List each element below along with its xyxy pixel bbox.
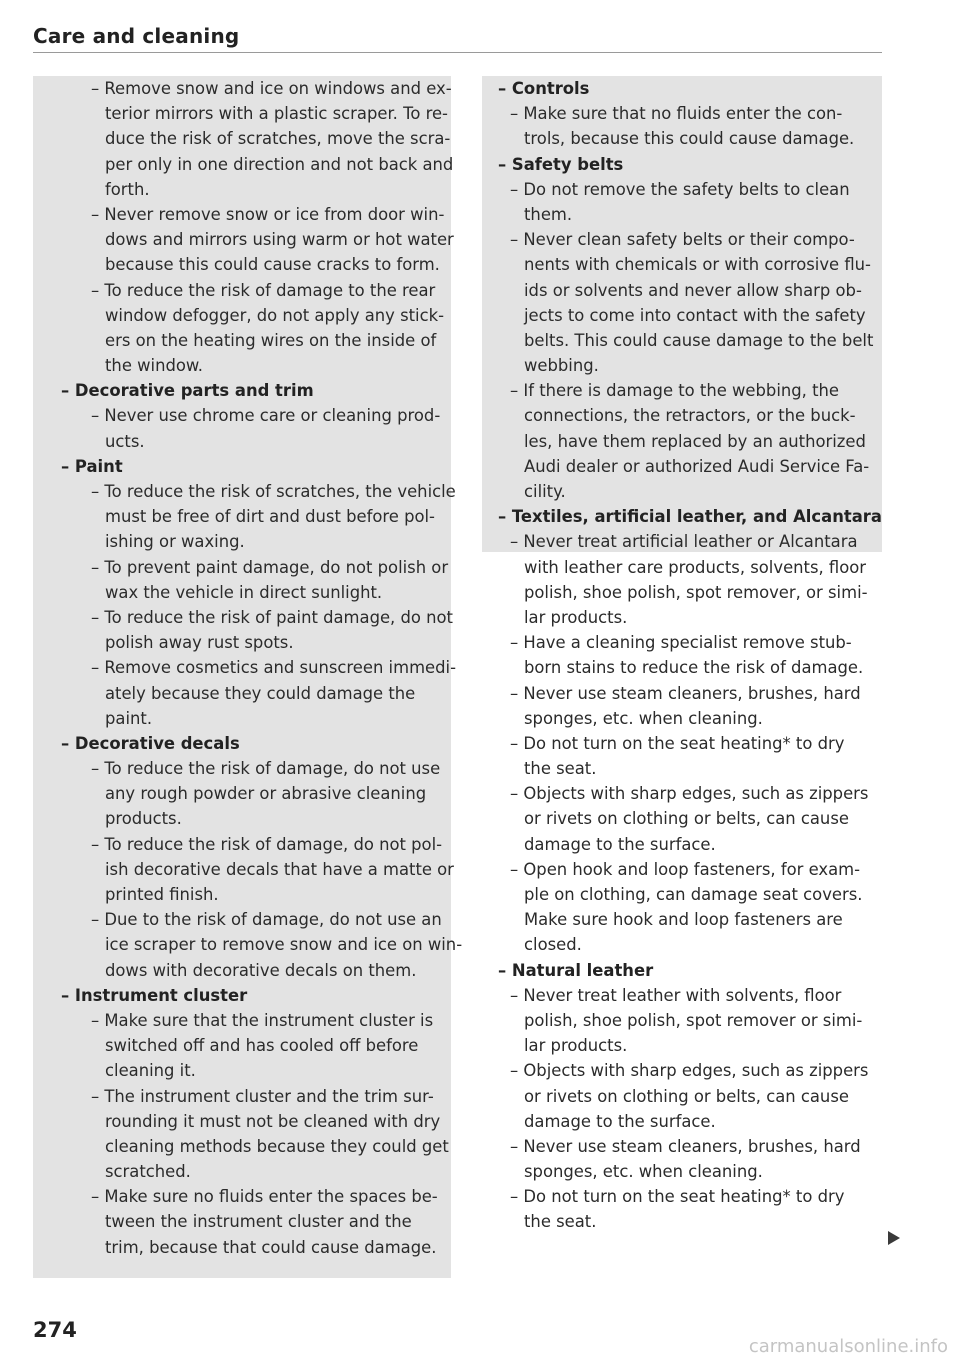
continue-arrow-icon	[888, 1231, 900, 1245]
subheading: – Safety belts	[498, 154, 624, 174]
text-line: ple on clothing, can damage seat covers.	[524, 885, 863, 904]
text-line: dows with decorative decals on them.	[105, 960, 417, 980]
text-line: damage to the surface.	[524, 1111, 716, 1131]
text-line: – Remove snow and ice on windows and ex-	[91, 79, 452, 98]
text-line: sponges, etc. when cleaning.	[524, 708, 763, 728]
text-line: the window.	[105, 356, 203, 376]
text-line: – Never use steam cleaners, brushes, hard	[510, 1136, 861, 1156]
text-line: – Do not remove the safety belts to clean	[510, 179, 850, 199]
text-line: nents with chemicals or with corrosive flu-	[524, 255, 871, 275]
text-line: terior mirrors with a plastic scraper. To re-	[105, 104, 448, 124]
text-line: cility.	[524, 482, 566, 501]
subheading: – Instrument cluster	[61, 985, 248, 1005]
text-line: – Never treat leather with solvents, floor	[510, 985, 842, 1005]
text-line: tween the instrument cluster and the	[105, 1212, 412, 1232]
subheading: – Decorative parts and trim	[61, 381, 314, 401]
text-line: – To reduce the risk of damage, do not pol-	[91, 834, 443, 854]
text-line: – Make sure that no fluids enter the con-	[510, 104, 843, 124]
right-column-text	[482, 76, 882, 1235]
text-line: Make sure hook and loop fasteners are	[524, 910, 843, 930]
text-line: them.	[524, 204, 573, 224]
text-line: polish, shoe polish, spot remover or simi-	[524, 1010, 863, 1030]
page-number: 274	[33, 1318, 77, 1342]
text-line: products.	[105, 809, 182, 829]
section-title: Care and cleaning	[33, 24, 240, 48]
text-line: dows and mirrors using warm or hot water	[105, 230, 454, 250]
text-line: – To prevent paint damage, do not polish or	[91, 557, 449, 577]
text-line: trols, because this could cause damage.	[524, 129, 855, 149]
text-line: – Due to the risk of damage, do not use an	[91, 910, 442, 930]
text-line: – Never use chrome care or cleaning prod-	[91, 406, 441, 426]
page-header	[33, 22, 882, 53]
text-line: sponges, etc. when cleaning.	[524, 1162, 763, 1182]
text-line: ice scraper to remove snow and ice on win-	[105, 935, 463, 955]
text-line: with leather care products, solvents, floor	[524, 557, 867, 577]
text-line: jects to come into contact with the safety	[524, 305, 866, 325]
text-line: must be free of dirt and dust before pol-	[105, 507, 435, 527]
warning-box-right	[482, 76, 882, 1232]
subheading: – Textiles, artificial leather, and Alcantara	[498, 507, 882, 527]
text-line: – Never clean safety belts or their compo-	[510, 230, 855, 250]
text-line: paint.	[105, 708, 153, 728]
text-line: – Make sure no fluids enter the spaces be-	[91, 1187, 438, 1207]
text-line: – To reduce the risk of scratches, the vehicle	[91, 482, 456, 501]
text-line: printed finish.	[105, 885, 219, 904]
text-line: wax the vehicle in direct sunlight.	[105, 582, 383, 602]
text-line: damage to the surface.	[524, 834, 716, 854]
text-line: or rivets on clothing or belts, can cause	[524, 809, 849, 829]
watermark: carmanualsonline.info	[748, 1336, 948, 1357]
text-line: born stains to reduce the risk of damage.	[524, 658, 864, 678]
text-line: ishing or waxing.	[105, 532, 245, 552]
text-line: – Open hook and loop fasteners, for exam-	[510, 859, 861, 879]
text-line: – Remove cosmetics and sunscreen immedi-	[91, 658, 457, 678]
text-line: ately because they could damage the	[105, 683, 416, 703]
text-line: – To reduce the risk of paint damage, do not	[91, 607, 453, 627]
text-line: window defogger, do not apply any stick-	[105, 305, 445, 325]
text-line: cleaning methods because they could get	[105, 1136, 449, 1156]
text-line: webbing.	[524, 356, 599, 376]
text-line: les, have them replaced by an authorized	[524, 431, 866, 451]
text-line: ucts.	[105, 431, 145, 451]
text-line: – Objects with sharp edges, such as zippers	[510, 784, 869, 804]
warning-box-left	[33, 76, 463, 1278]
subheading: – Natural leather	[498, 960, 654, 980]
subheading: – Paint	[61, 456, 123, 476]
text-line: rounding it must not be cleaned with dry	[105, 1111, 441, 1131]
text-line: – Objects with sharp edges, such as zippers	[510, 1061, 869, 1081]
text-line: – To reduce the risk of damage to the rear	[91, 280, 436, 300]
text-line: Audi dealer or authorized Audi Service Fa-	[524, 456, 870, 476]
text-line: ers on the heating wires on the inside of	[105, 330, 437, 350]
text-line: – To reduce the risk of damage, do not use	[91, 759, 441, 779]
text-line: duce the risk of scratches, move the scra-	[105, 129, 451, 149]
text-line: lar products.	[524, 607, 628, 627]
left-column-text	[33, 76, 463, 1260]
text-line: – Make sure that the instrument cluster is	[91, 1010, 434, 1030]
text-line: – Do not turn on the seat heating* to dry	[510, 1187, 845, 1207]
text-line: or rivets on clothing or belts, can cause	[524, 1086, 849, 1106]
text-line: connections, the retractors, or the buck-	[524, 406, 856, 426]
subheading: – Decorative decals	[61, 733, 240, 753]
text-line: – Never remove snow or ice from door win-	[91, 204, 445, 224]
text-line: any rough powder or abrasive cleaning	[105, 784, 427, 804]
text-line: – Never treat artificial leather or Alcantara	[510, 532, 858, 552]
text-line: the seat.	[524, 1212, 597, 1232]
text-line: switched off and has cooled off before	[105, 1036, 419, 1056]
text-line: ish decorative decals that have a matte or	[105, 859, 454, 879]
text-line: closed.	[524, 935, 582, 955]
text-line: – Have a cleaning specialist remove stub-	[510, 633, 852, 653]
text-line: the seat.	[524, 759, 597, 779]
text-line: – Never use steam cleaners, brushes, hard	[510, 683, 861, 703]
text-line: because this could cause cracks to form.	[105, 255, 440, 275]
text-line: scratched.	[105, 1162, 191, 1182]
text-line: forth.	[105, 179, 150, 199]
text-line: per only in one direction and not back and	[105, 154, 454, 174]
text-line: cleaning it.	[105, 1061, 196, 1081]
text-line: polish, shoe polish, spot remover, or simi-	[524, 582, 868, 602]
text-line: belts. This could cause damage to the belt	[524, 330, 874, 350]
text-line: polish away rust spots.	[105, 633, 294, 653]
subheading: – Controls	[498, 79, 590, 98]
text-line: – If there is damage to the webbing, the	[510, 381, 839, 401]
text-line: ids or solvents and never allow sharp ob-	[524, 280, 862, 300]
text-line: trim, because that could cause damage.	[105, 1237, 437, 1257]
text-line: – The instrument cluster and the trim sur-	[91, 1086, 434, 1106]
text-line: – Do not turn on the seat heating* to dry	[510, 733, 845, 753]
text-line: lar products.	[524, 1036, 628, 1056]
